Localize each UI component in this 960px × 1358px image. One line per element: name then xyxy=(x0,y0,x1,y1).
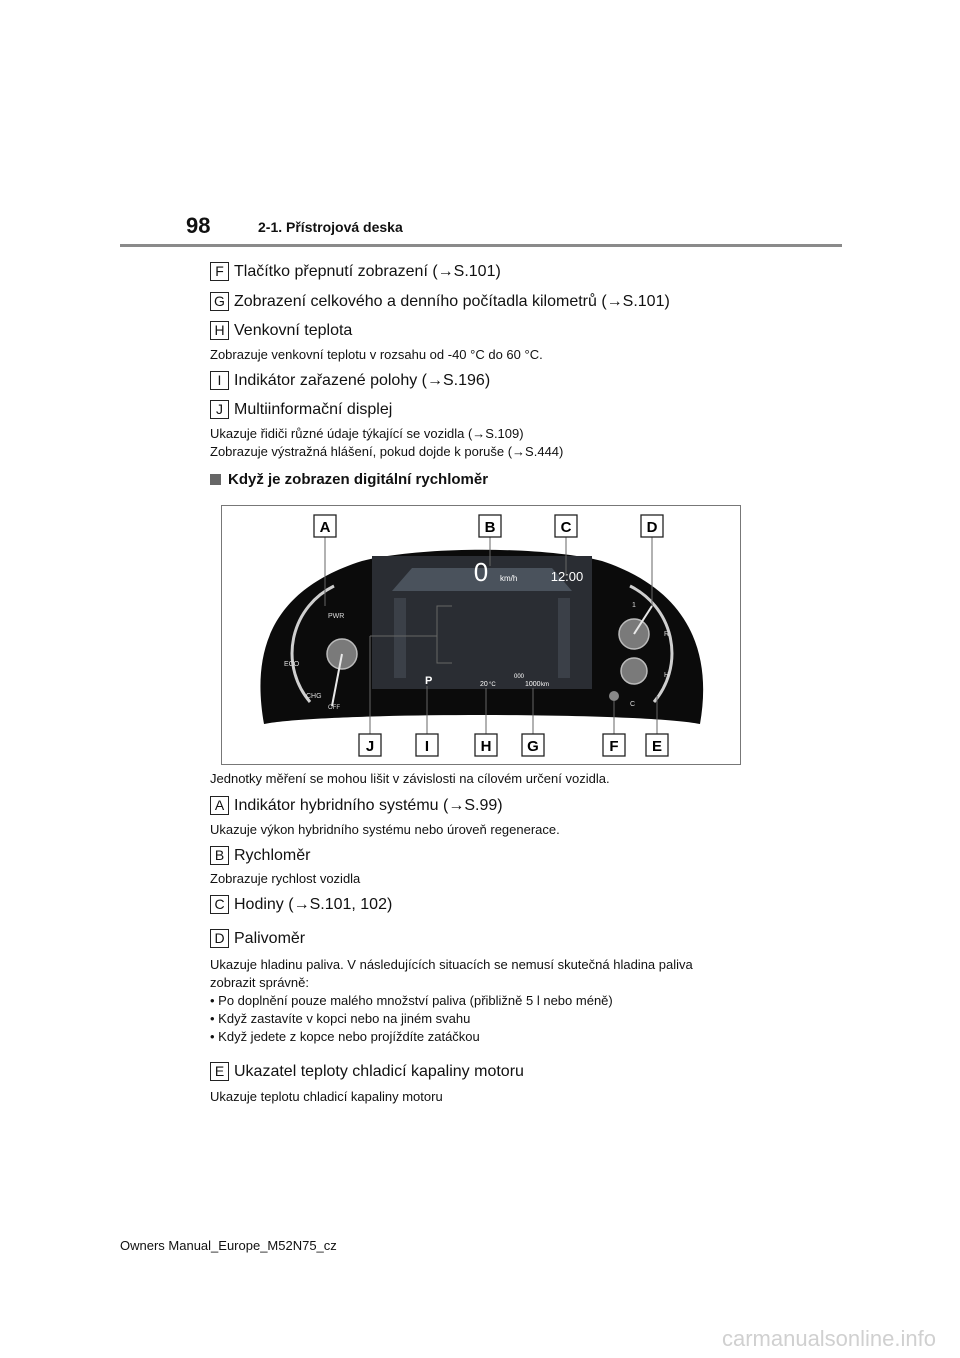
item-d-desc-line-4: • Když zastavíte v kopci nebo na jiném svahu xyxy=(210,1011,471,1026)
item-c-label: Hodiny (→S.101, 102) xyxy=(234,895,393,913)
speed-value: 0 xyxy=(473,557,489,587)
item-e-desc xyxy=(210,1088,443,1106)
callout-h: H xyxy=(480,738,492,755)
item-g-label: Zobrazení celkového a denního počítadla kilometrů (→S.101) xyxy=(234,292,670,310)
item-i-label: Indikátor zařazené polohy (→S.196) xyxy=(234,371,491,389)
header-rule xyxy=(120,244,842,247)
callout-g: G xyxy=(527,738,539,755)
right-knob-bottom xyxy=(621,658,647,684)
item-j xyxy=(210,400,392,419)
section-heading-text: Když je zobrazen digitální rychloměr xyxy=(228,471,489,488)
fuel-full-mark: 1 xyxy=(632,602,636,609)
callout-f: F xyxy=(609,738,619,755)
badge-j: J xyxy=(210,400,229,419)
callout-a: A xyxy=(319,519,331,536)
speed-unit: km/h xyxy=(500,574,518,583)
item-d-desc-line-3: • Po doplnění pouze malého množství paliva (přibližně 5 l nebo méně) xyxy=(210,993,613,1008)
odometer: 1000 xyxy=(525,681,541,688)
badge-g: G xyxy=(210,292,229,311)
page-number: 98 xyxy=(186,213,211,238)
item-j-label: Multiinformační displej xyxy=(234,400,393,418)
label-pwr: PWR xyxy=(328,613,345,620)
item-d xyxy=(210,929,305,948)
screen-left-bar xyxy=(394,598,406,678)
item-a-desc xyxy=(210,821,560,839)
outside-temp-unit: °C xyxy=(489,682,496,688)
item-b-desc-line: Zobrazuje rychlost vozidla xyxy=(210,871,361,886)
callout-d: D xyxy=(646,519,658,536)
item-d-desc-line-2: zobrazit správně: xyxy=(210,975,309,990)
item-h-desc-line: Zobrazuje venkovní teplotu v rozsahu od -40 °C do 60 °C. xyxy=(210,347,543,362)
label-chg: CHG xyxy=(306,693,322,700)
badge-h: H xyxy=(210,321,229,340)
badge-c: C xyxy=(210,895,229,914)
figure-note-text: Jednotky měření se mohou lišit v závislosti na cílovém určení vozidla. xyxy=(210,771,610,786)
item-e-label: Ukazatel teploty chladicí kapaliny motoru xyxy=(234,1062,524,1080)
item-h-label: Venkovní teplota xyxy=(234,321,353,339)
badge-b: B xyxy=(210,846,229,865)
heading-square-icon xyxy=(210,474,221,485)
label-r: R xyxy=(664,631,670,638)
instrument-cluster-figure xyxy=(221,505,741,765)
odometer-unit: km xyxy=(541,682,549,688)
item-h-desc xyxy=(210,346,543,364)
item-g xyxy=(210,292,670,311)
item-a-label: Indikátor hybridního systému (→S.99) xyxy=(234,796,503,814)
item-c xyxy=(210,895,392,914)
badge-i: I xyxy=(210,371,229,390)
callout-b: B xyxy=(484,519,496,536)
item-h xyxy=(210,321,352,340)
item-b xyxy=(210,846,310,865)
badge-e: E xyxy=(210,1062,229,1081)
callout-i: I xyxy=(424,738,430,755)
callout-c: C xyxy=(560,519,572,536)
item-j-desc-line-2: Zobrazuje výstražná hlášení, pokud dojde k poruše (→S.444) xyxy=(210,444,564,459)
item-a xyxy=(210,796,503,815)
trip-meter: 000 xyxy=(514,674,525,680)
label-off: OFF xyxy=(328,705,340,711)
section-heading xyxy=(210,471,488,488)
item-d-desc-line-1: Ukazuje hladinu paliva. V následujících situacích se nemusí skutečná hladina paliva xyxy=(210,957,693,972)
screen-right-bar xyxy=(558,598,570,678)
badge-d: D xyxy=(210,929,229,948)
item-a-desc-line: Ukazuje výkon hybridního systému nebo úroveň regenerace. xyxy=(210,822,560,837)
item-f xyxy=(210,262,501,281)
item-i xyxy=(210,371,490,390)
item-b-desc xyxy=(210,870,360,888)
label-c: C xyxy=(630,701,636,708)
item-b-label: Rychloměr xyxy=(234,846,311,864)
watermark: carmanualsonline.info xyxy=(721,1326,936,1351)
display-switch-button xyxy=(609,691,619,701)
item-f-label: Tlačítko přepnutí zobrazení (→S.101) xyxy=(234,262,501,280)
item-e-desc-line: Ukazuje teplotu chladicí kapaliny motoru xyxy=(210,1089,443,1104)
item-j-desc xyxy=(210,425,563,461)
callout-j: J xyxy=(365,738,375,755)
gear-indicator: P xyxy=(425,675,433,687)
callout-e: E xyxy=(651,738,663,755)
callouts-top xyxy=(314,515,663,537)
badge-f: F xyxy=(210,262,229,281)
callouts-bottom xyxy=(359,734,668,756)
badge-a: A xyxy=(210,796,229,815)
label-eco: ECO xyxy=(284,661,300,668)
item-e xyxy=(210,1062,524,1081)
item-j-desc-line-1: Ukazuje řidiči různé údaje týkající se vozidla (→S.109) xyxy=(210,426,524,441)
item-d-desc xyxy=(210,956,693,1046)
instrument-cluster-illustration xyxy=(222,506,742,766)
item-d-label: Palivoměr xyxy=(234,929,306,947)
section-title: 2-1. Přístrojová deska xyxy=(258,219,403,235)
figure-note xyxy=(210,770,610,788)
item-d-desc-line-5: • Když jedete z kopce nebo projíždíte zatáčkou xyxy=(210,1029,480,1044)
clock-value: 12:00 xyxy=(550,569,584,584)
footer-manual-id: Owners Manual_Europe_M52N75_cz xyxy=(120,1238,337,1253)
outside-temp: 20 xyxy=(480,681,488,688)
label-h: H xyxy=(664,672,670,679)
